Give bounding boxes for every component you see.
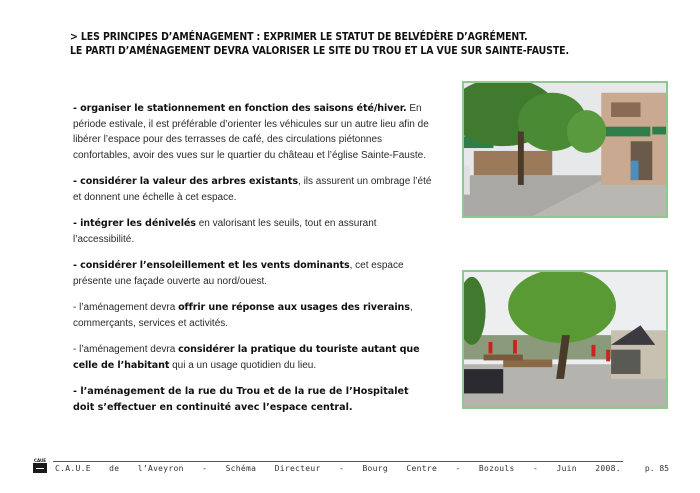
- page-heading: [70, 31, 569, 59]
- principle-tourists: - l’aménagement devra considérer la pratique du touriste autant que celle de l’habitant qui a un usage quotidien du lieu.: [73, 344, 420, 371]
- heading-line-2: LE PARTI D’AMÉNAGEMENT DEVRA VALORISER LE SITE DU TROU ET LA VUE SUR SAINTE-FAUSTE.: [70, 46, 569, 57]
- principle-sun-wind: - considérer l’ensoleillement et les vents dominants, cet espace présente une façade ouverte au nord/ouest.: [73, 260, 404, 287]
- principle-streets: - l’aménagement de la rue du Trou et de la rue de l’Hospitalet doit s’effectuer en continuité avec l’espace central.: [73, 386, 409, 413]
- photo-belvedere-picnic: [462, 270, 668, 409]
- street-photo-image: [464, 83, 666, 216]
- principle-parking: - organiser le stationnement en fonction des saisons été/hiver. En période estivale, il est préférable d’orienter les véhicules sur un autre lieu afin de libérer l’espace pour des terrasses de café, des circulations piétonnes confortables, avoir des vues sur le quartier du château et l’église Sainte-Fauste.: [73, 103, 429, 161]
- footer-credit: C.A.U.E de l’Aveyron - Schéma Directeur - Bourg Centre - Bozouls - Juin 2008.: [55, 464, 621, 473]
- page-number: p. 85: [644, 464, 669, 473]
- photo-square-cafes: [462, 81, 668, 218]
- principle-residents: - l’aménagement devra offrir une réponse aux usages des riverains, commerçants, services et activités.: [73, 302, 413, 329]
- principle-levels: - intégrer les dénivelés en valorisant les seuils, tout en assurant l’accessibilité.: [73, 218, 377, 245]
- principle-trees: - considérer la valeur des arbres existants, ils assurent un ombrage l’été et donnent une échelle à cet espace.: [73, 176, 432, 203]
- footer-rule: [53, 461, 623, 462]
- belvedere-photo-image: [464, 272, 666, 407]
- heading-line-1: > LES PRINCIPES D’AMÉNAGEMENT : EXPRIMER LE STATUT DE BELVÉDÈRE D’AGRÉMENT.: [70, 32, 528, 43]
- principles-list: [73, 101, 433, 426]
- page-footer: [33, 459, 673, 477]
- caue-logo: CAUE: [33, 459, 47, 473]
